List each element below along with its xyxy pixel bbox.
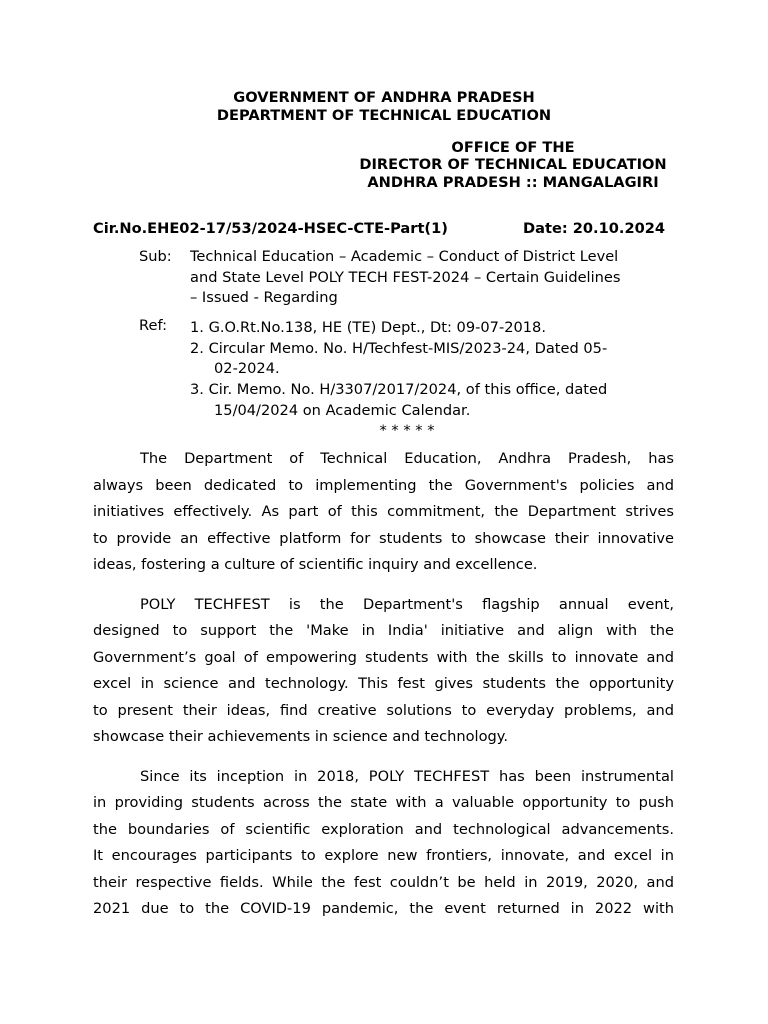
paragraph-line: showcase their achievements in science and technology. <box>93 728 509 745</box>
location-heading: ANDHRA PRADESH :: MANGALAGIRI <box>367 174 659 191</box>
dept-heading: DEPARTMENT OF TECHNICAL EDUCATION <box>216 107 552 124</box>
paragraph-line: excel in science and technology. This fest gives students the opportunity <box>93 675 674 692</box>
director-heading: DIRECTOR OF TECHNICAL EDUCATION <box>359 156 667 173</box>
paragraph-line: initiatives effectively. As part of this commitment, the Department strives <box>93 503 674 520</box>
subject-label: Sub: <box>139 248 172 265</box>
paragraph-line: to present their ideas, find creative solutions to everyday problems, and <box>93 702 674 719</box>
subject-line: and State Level POLY TECH FEST-2024 – Certain Guidelines <box>190 269 621 286</box>
paragraph-line: to provide an effective platform for students to showcase their innovative <box>93 530 674 547</box>
subject-line: Technical Education – Academic – Conduct of District Level <box>190 248 619 265</box>
circular-date: Date: 20.10.2024 <box>523 220 666 237</box>
reference-item-continued: 15/04/2024 on Academic Calendar. <box>214 402 471 419</box>
paragraph-line: always been dedicated to implementing the Government's policies and <box>93 477 674 494</box>
subject-line: – Issued - Regarding <box>190 289 338 306</box>
paragraph-line: Since its inception in 2018, POLY TECHFEST has been instrumental <box>140 768 674 785</box>
paragraph-line: the boundaries of scientific exploration and technological advancements. <box>93 821 674 838</box>
paragraph-line: designed to support the 'Make in India' initiative and align with the <box>93 622 674 639</box>
reference-item: 2. Circular Memo. No. H/Techfest-MIS/2023-24, Dated 05- <box>190 340 608 357</box>
paragraph-line: ideas, fostering a culture of scientific inquiry and excellence. <box>93 556 538 573</box>
reference-item: 3. Cir. Memo. No. H/3307/2017/2024, of this office, dated <box>190 381 608 398</box>
paragraph-line: It encourages participants to explore new frontiers, innovate, and excel in <box>93 847 674 864</box>
paragraph-line: POLY TECHFEST is the Department's flagship annual event, <box>140 596 674 613</box>
govt-heading: GOVERNMENT OF ANDHRA PRADESH <box>233 89 535 106</box>
circular-number: Cir.No.EHE02-17/53/2024-HSEC-CTE-Part(1) <box>93 220 448 237</box>
paragraph-line: their respective fields. While the fest couldn’t be held in 2019, 2020, and <box>93 874 674 891</box>
separator: * * * * * <box>379 422 435 439</box>
paragraph-line: in providing students across the state with a valuable opportunity to push <box>93 794 674 811</box>
paragraph-line: The Department of Technical Education, Andhra Pradesh, has <box>140 450 674 467</box>
paragraph-line: 2021 due to the COVID-19 pandemic, the event returned in 2022 with <box>93 900 674 917</box>
paragraph-line: Government’s goal of empowering students with the skills to innovate and <box>93 649 674 666</box>
reference-label: Ref: <box>139 317 167 334</box>
office-heading: OFFICE OF THE <box>451 139 575 156</box>
reference-item: 1. G.O.Rt.No.138, HE (TE) Dept., Dt: 09-07-2018. <box>190 319 546 336</box>
reference-item-continued: 02-2024. <box>214 360 280 377</box>
